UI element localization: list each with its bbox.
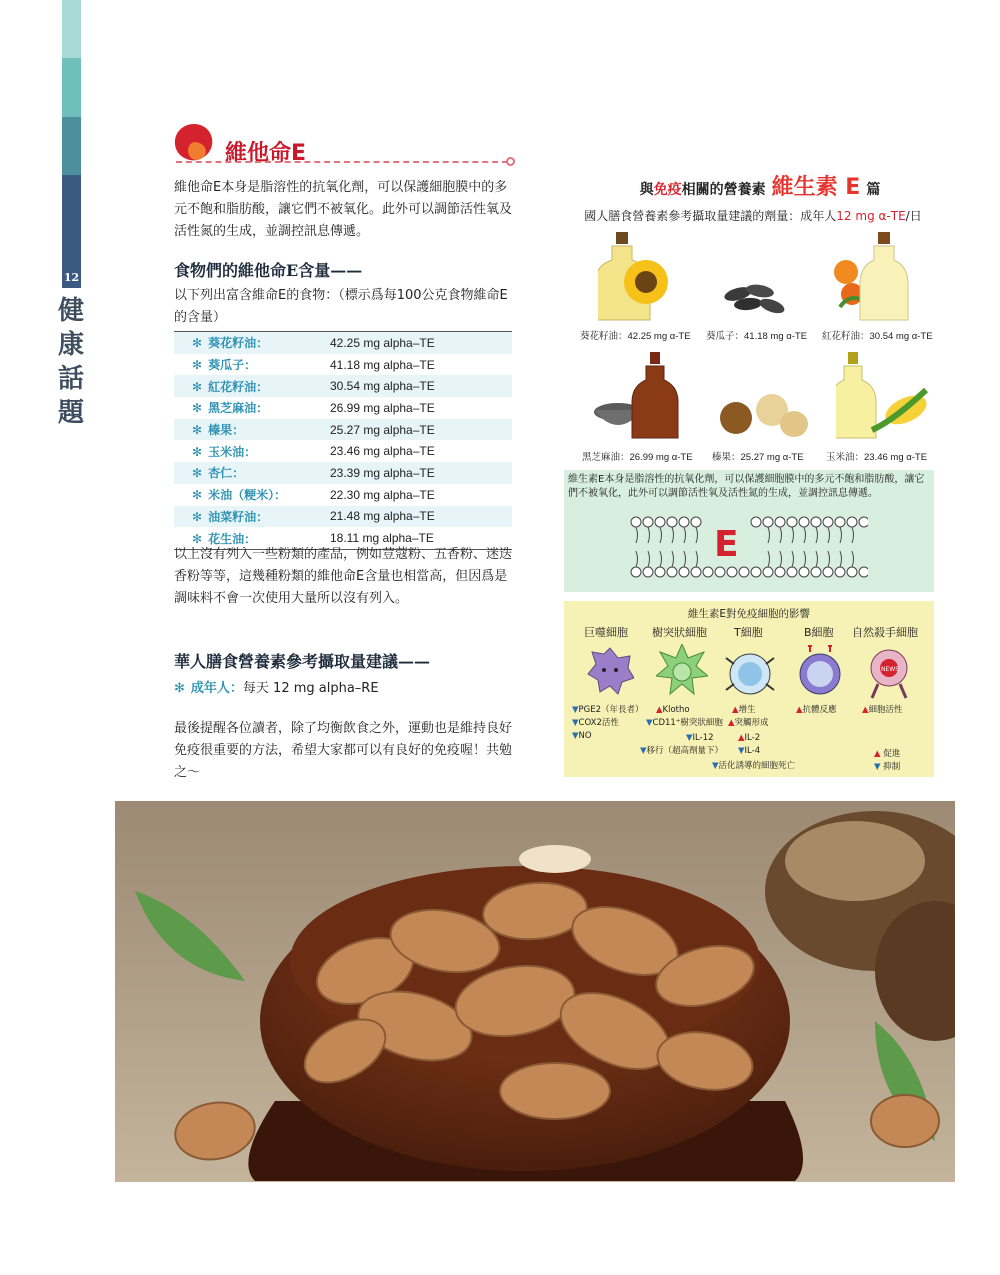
tcell-effects-3: ▲IL-2 ▼IL-4 (738, 733, 761, 756)
table-row: ✻ 米油（粳米）： 22.30 mg alpha–TE (192, 487, 435, 503)
intake-label: 成年人： (190, 681, 243, 696)
table-row: ✻ 玉米油： 23.46 mg alpha–TE (192, 444, 435, 459)
table-row: ✻ 黑芝麻油： 26.99 mg alpha–TE (192, 400, 435, 416)
tcell-effects-2: ▼IL-12 (686, 733, 714, 743)
vitamin-e-letter: E (714, 524, 739, 565)
intake-heading: 華人膳食營養素參考攝取量建議—— (174, 652, 431, 671)
caption-sunflower-seeds: 葵瓜子：41.18 mg α-TE (706, 331, 808, 342)
infographic-subtitle: 國人膳食營養素參考攝取量建議的劑量：成年人12 mg α-TE/日 (584, 209, 922, 223)
bcell-icon (794, 644, 848, 698)
cell-label-dendritic: 樹突狀細胞 (652, 626, 707, 639)
section-label: 健康話題 (57, 296, 84, 428)
dendritic-effects-2: ▼移行（超高劑量下） (640, 746, 724, 756)
intake-line: ✻ 成年人：每天 12 mg alpha–RE (174, 681, 379, 696)
closing-paragraph: 最後提醒各位讀者，除了均衡飲食之外，運動也是維持良好免疫很重要的方法，希望大家都可以有良好的免疫喔！共勉之～ (174, 721, 513, 780)
cell-label-nk: 自然殺手細胞 (852, 626, 918, 639)
cell-label-macrophage: 巨噬細胞 (584, 626, 628, 639)
macrophage-icon (586, 646, 634, 698)
macrophage-effects: ▼PGE2（年長者） ▼COX2活性 ▼NO (572, 705, 644, 741)
heading-divider-end (506, 157, 515, 166)
sesame-oil-illustration (592, 352, 682, 440)
tcell-effects: ▲增生 ▲突觸形成 (728, 705, 769, 728)
intro-paragraph: 維他命E本身是脂溶性的抗氧化劑，可以保護細胞膜中的多元不飽和脂肪酸，讓它們不被氧化。此外可以調節活性氧及活性氮的生成，並調控訊息傳遞。 (174, 180, 513, 239)
table-row: ✻ 葵花籽油： 42.25 mg alpha–TE (174, 332, 512, 354)
almonds-bowl-photo (115, 801, 955, 1182)
cell-membrane-diagram (628, 514, 868, 580)
membrane-text: 維生素E本身是脂溶性的抗氧化劑，可以保護細胞膜中的多元不飽和脂肪酸，讓它們不被氧化，此外可以調節活性氧及活性氮的生成，並調控訊息傳遞。 (568, 474, 925, 499)
article-heading: 維他命E (225, 141, 307, 166)
caption-hazelnut: 榛果：25.27 mg α-TE (712, 452, 804, 463)
effects-legend: ▲ 促進 ▼ 抑制 (874, 749, 901, 772)
safflower-oil-illustration (830, 232, 910, 324)
heading-drop-icon (172, 120, 216, 164)
bcell-effects: ▲抗體反應 (796, 705, 837, 715)
infographic-title: 與免疫相關的營養素 維生素 E 篇 (639, 175, 881, 200)
table-row: ✻ 花生油： 18.11 mg alpha–TE (192, 531, 434, 546)
caption-sunflower-oil: 葵花籽油：42.25 mg α-TE (580, 331, 691, 342)
sunflower-seeds-illustration (722, 282, 788, 316)
foods-intro: 以下列出富含維命E的食物：（標示爲每100公克食物維命E的含量） (174, 288, 508, 325)
nk-cell-icon (862, 644, 916, 702)
foods-heading: 食物們的維他命E含量—— (174, 261, 363, 280)
caption-sesame-oil: 黑芝麻油：26.99 mg α-TE (582, 452, 693, 463)
page-number: 12 (62, 268, 81, 288)
foods-note: 以上沒有列入一些粉類的產品，例如荳蔻粉、五香粉、迷迭香粉等等，這幾種粉類的維他命E含量也相當高，但因爲是調味料不會一次使用大量所以沒有列入。 (174, 547, 513, 606)
immune-cells-title: 維生素E對免疫細胞的影響 (687, 608, 811, 620)
cell-label-bcell: B細胞 (804, 626, 834, 639)
nk-effects: ▲細胞活性 (862, 705, 903, 715)
caption-safflower-oil: 紅花籽油：30.54 mg α-TE (822, 331, 933, 342)
side-rail (62, 0, 81, 268)
hazelnut-illustration (716, 388, 816, 438)
nk-badge: NEWS (881, 666, 900, 673)
intake-value: 每天 12 mg alpha–RE (242, 681, 379, 696)
almonds-photo-art (115, 801, 955, 1182)
table-row: ✻ 榛果： 25.27 mg alpha–TE (174, 419, 512, 441)
dendritic-effects: ▲Klotho ▼CD11⁺樹突狀細胞 (646, 705, 723, 728)
tcell-icon (722, 644, 778, 702)
food-vitamin-table (174, 331, 512, 550)
table-row: ✻ 杏仁： 23.39 mg alpha–TE (174, 462, 512, 484)
heading-divider (176, 161, 508, 163)
dendritic-cell-icon (656, 644, 708, 700)
tcell-effects-4: ▼活化誘導的細胞死亡 (712, 761, 796, 771)
table-row: ✻ 葵瓜子： 41.18 mg alpha–TE (192, 357, 435, 373)
caption-corn-oil: 玉米油：23.46 mg α-TE (826, 452, 928, 463)
sunflower-oil-illustration (598, 232, 684, 324)
table-row: ✻ 紅花籽油： 30.54 mg alpha–TE (174, 375, 512, 397)
table-row: ✻ 油菜籽油： 21.48 mg alpha–TE (174, 506, 512, 528)
cell-label-tcell: T細胞 (734, 626, 763, 639)
corn-oil-illustration (836, 352, 932, 440)
